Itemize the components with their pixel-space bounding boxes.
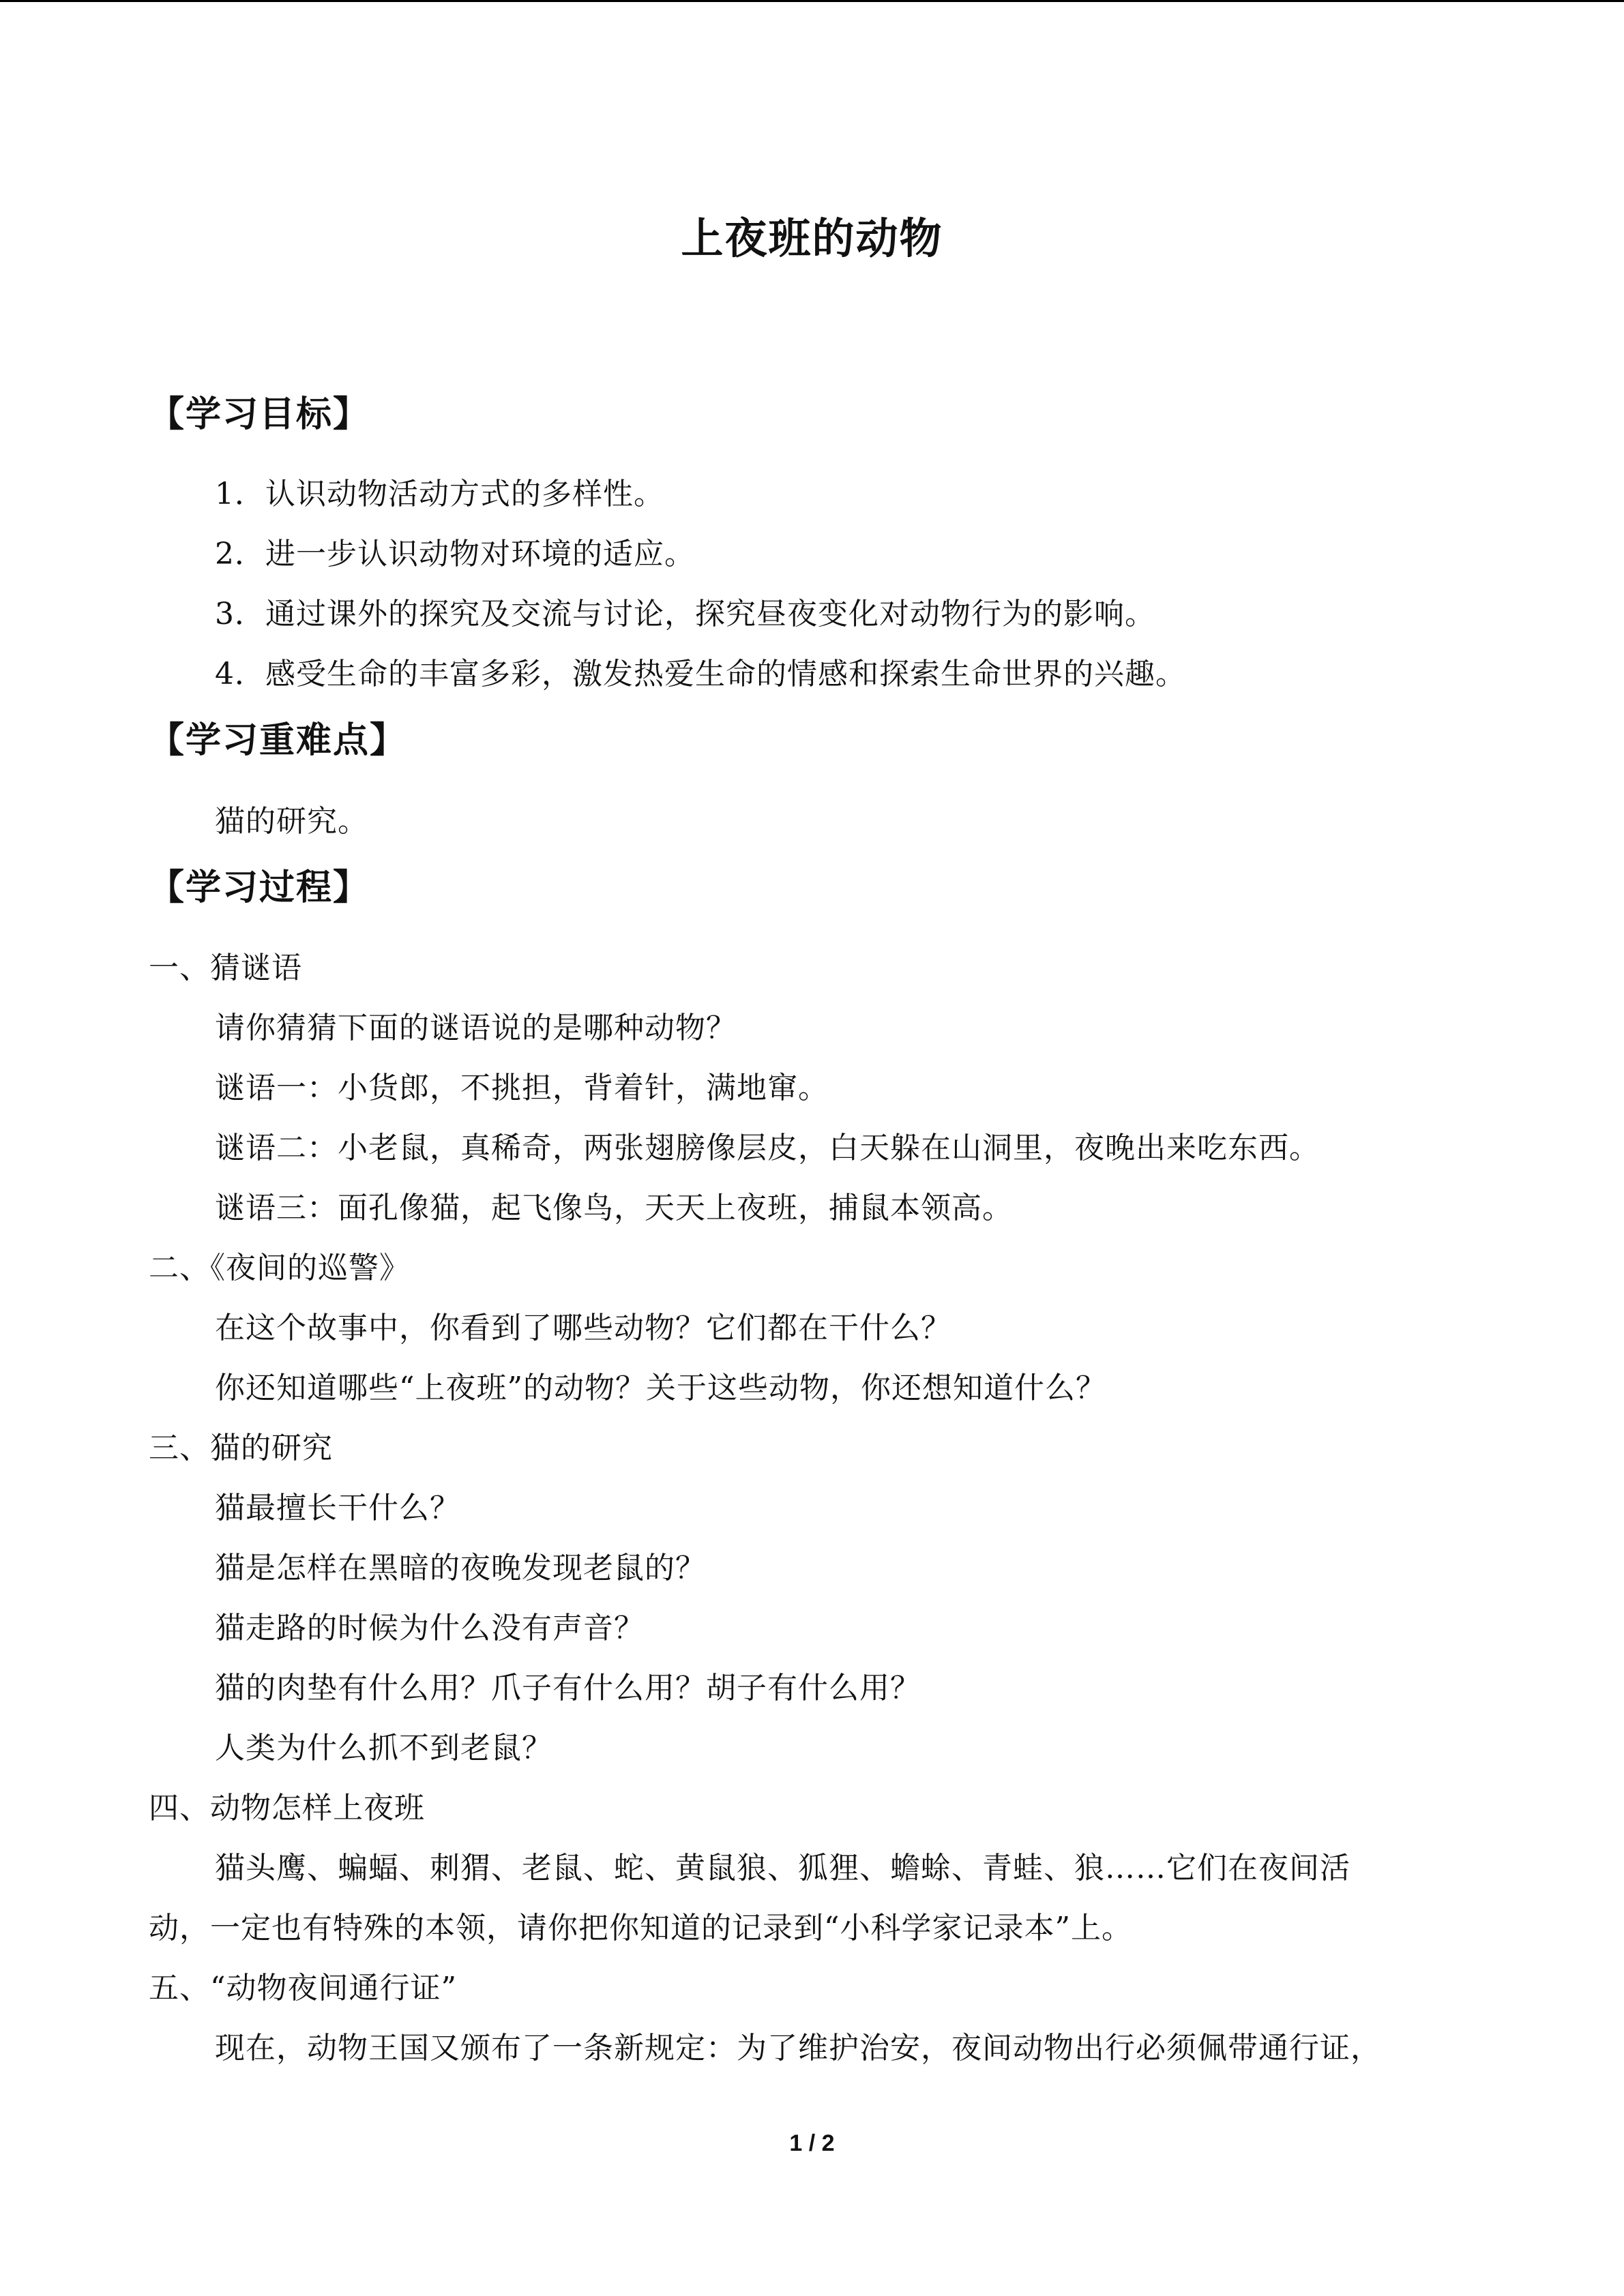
- part3-line: 猫的肉垫有什么用？爪子有什么用？胡子有什么用？: [215, 1671, 921, 1705]
- part5-paragraph-line1: 现在，动物王国又颁布了一条新规定：为了维护治安，夜间动物出行必须佩带通行证，: [215, 2031, 1381, 2066]
- riddle-2: 谜语二：小老鼠，真稀奇，两张翅膀像层皮，白天躲在山洞里，夜晚出来吃东西。: [215, 1131, 1320, 1165]
- part2-title: 二、《夜间的巡警》: [149, 1251, 410, 1285]
- part3-line: 猫是怎样在黑暗的夜晚发现老鼠的？: [215, 1551, 706, 1585]
- page-title: 上夜班的动物: [681, 213, 943, 263]
- part2-line: 在这个故事中，你看到了哪些动物？它们都在干什么？: [215, 1311, 951, 1345]
- part1-title: 一、猜谜语: [149, 951, 302, 985]
- page-number: 1 / 2: [789, 2130, 835, 2156]
- process-heading: 【学习过程】: [149, 867, 370, 908]
- part4-title: 四、动物怎样上夜班: [149, 1791, 425, 1825]
- goal-item: 3．通过课外的探究及交流与讨论，探究昼夜变化对动物行为的影响。: [215, 597, 1155, 631]
- goal-item: 1．认识动物活动方式的多样性。: [215, 477, 664, 511]
- part2-line: 你还知道哪些“上夜班”的动物？关于这些动物，你还想知道什么？: [215, 1371, 1106, 1405]
- part4-paragraph-line2: 动，一定也有特殊的本领，请你把你知道的记录到“小科学家记录本”上。: [149, 1911, 1132, 1945]
- goal-item: 2．进一步认识动物对环境的适应。: [215, 537, 695, 571]
- riddle-1: 谜语一：小货郎，不挑担，背着针，满地窜。: [215, 1071, 829, 1105]
- part3-title: 三、猫的研究: [149, 1431, 333, 1465]
- part3-line: 猫最擅长干什么？: [215, 1491, 460, 1525]
- riddle-3: 谜语三：面孔像猫，起飞像鸟，天天上夜班，捕鼠本领高。: [215, 1191, 1013, 1225]
- part1-line: 请你猜猜下面的谜语说的是哪种动物？: [215, 1011, 737, 1045]
- key-points-heading: 【学习重难点】: [149, 719, 407, 761]
- goals-heading: 【学习目标】: [149, 393, 370, 435]
- part3-line: 猫走路的时候为什么没有声音？: [215, 1611, 645, 1645]
- part3-line: 人类为什么抓不到老鼠？: [215, 1731, 552, 1765]
- part4-paragraph-line1: 猫头鹰、蝙蝠、刺猬、老鼠、蛇、黄鼠狼、狐狸、蟾蜍、青蛙、狼……它们在夜间活: [215, 1851, 1350, 1885]
- part5-title: 五、“动物夜间通行证”: [149, 1971, 457, 2006]
- key-points-text: 猫的研究。: [215, 804, 368, 839]
- goal-item: 4．感受生命的丰富多彩，激发热爱生命的情感和探索生命世界的兴趣。: [215, 657, 1186, 691]
